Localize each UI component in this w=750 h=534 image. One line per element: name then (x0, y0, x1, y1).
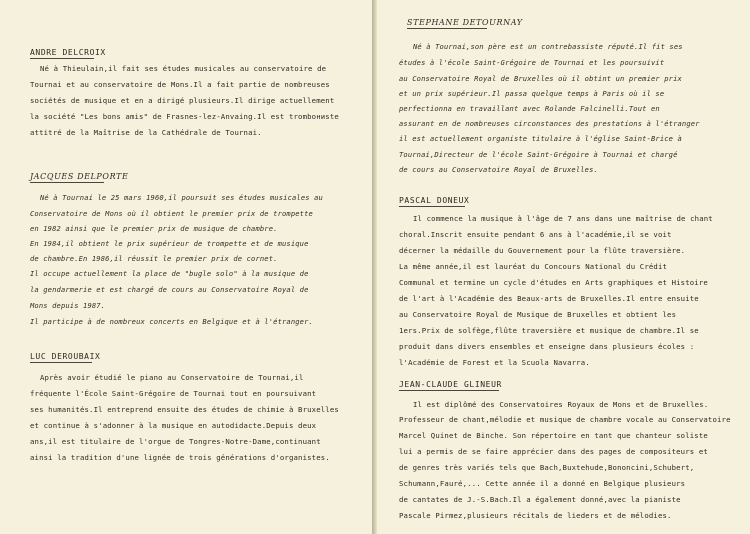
text-line: Il participe à de nombreux concerts en Belgique et à l'étranger. (30, 317, 313, 326)
text-line: de chambre.En 1986,il réussit le premier prix de cornet. (30, 254, 278, 263)
text-line: de genres très variés tels que Bach,Buxtehude,Bononcini,Schubert, (399, 463, 695, 472)
text-line: en 1982 ainsi que le premier prix de musique de chambre. (30, 224, 278, 233)
text-line: ainsi la tradition d'une lignée de trois générations d'organistes. (30, 453, 330, 462)
text-line: ans,il est titulaire de l'orgue de Tongres-Notre-Dame,continuant (30, 437, 321, 446)
text-line: au Conservatoire Royal de Bruxelles où il obtint un premier prix (399, 74, 682, 83)
text-line: Schumann,Fauré,... Cette année il a donné en Belgique plusieurs (399, 479, 686, 488)
text-line: Après avoir étudié le piano au Conservatoire de Tournai,il (40, 373, 304, 382)
name-underline (30, 58, 94, 59)
text-line: et continue à s'adonner à la musique en autodidacte.Depuis deux (30, 421, 317, 430)
name-underline (399, 390, 499, 391)
text-line: l'Académie de Forest et la Scuola Navarra. (399, 358, 590, 367)
right-page (377, 0, 750, 534)
text-line: Il occupe actuellement la place de "bugle solo" à la musique de (30, 269, 309, 278)
text-line: ses humanités.Il entreprend ensuite des études de chimie à Bruxelles (30, 405, 339, 414)
text-line: Marcel Quinet de Binche. Son répertoire en tant que chanteur soliste (399, 431, 708, 440)
text-line: Professeur de chant,mélodie et musique de chambre vocale au Conservatoire (399, 415, 731, 424)
text-line: de l'art à l'Académie des Beaux-arts de Bruxelles.Il entre ensuite (399, 294, 699, 303)
text-line: perfectionna en travaillant avec Rolande Falcinelli.Tout en (399, 104, 660, 113)
text-line: sociétés de musique et en a dirigé plusieurs.Il dirige actuellement (30, 96, 335, 105)
section-name: PASCAL DONEUX (399, 196, 470, 205)
text-line: Né à Tournai le 25 mars 1960,il poursuit ses études musicales au (40, 193, 323, 202)
text-line: la gendarmerie et est chargé de cours au Conservatoire Royal de (30, 285, 309, 294)
text-line: produit dans divers ensembles et enseigne dans plusieurs écoles : (399, 342, 695, 351)
text-line: fréquente l'École Saint-Grégoire de Tournai tout en poursuivant (30, 389, 317, 398)
text-line: En 1984,il obtient le prix supérieur de trompette et de musique (30, 239, 309, 248)
text-line: et un prix supérieur.Il passa quelque temps à Paris où il se (399, 89, 665, 98)
text-line: Mons depuis 1987. (30, 301, 106, 310)
section-name: ANDRE DELCROIX (30, 48, 106, 57)
text-line: Pascale Pirmez,plusieurs récitals de lieders et de mélodies. (399, 511, 672, 520)
text-line: La même année,il est lauréat du Concours National du Crédit (399, 262, 668, 271)
text-line: 1ers.Prix de solfège,flûte traversière et musique de chambre.Il se (399, 326, 699, 335)
text-line: Communal et termine un cycle d'études en Arts graphiques et Histoire (399, 278, 708, 287)
text-line: Il est diplômé des Conservatoires Royaux de Mons et de Bruxelles. (413, 400, 709, 409)
section-name: JACQUES DELPORTE (30, 172, 129, 181)
text-line: Tournai et au conservatoire de Mons.Il a fait partie de nombreuses (30, 80, 330, 89)
text-line: assurant en de nombreuses circonstances des prestations à l'étranger (399, 119, 700, 128)
text-line: Né à Tournai,son père est un contrebassiste réputé.Il fit ses (413, 42, 683, 51)
text-line: études à l'école Saint-Grégoire de Tournai et les poursuivit (399, 58, 665, 67)
text-line: Tournai,Directeur de l'école Saint-Grégoire à Tournai et chargé (399, 150, 678, 159)
text-line: Conservatoire de Mons où il obtient le premier prix de trompette (30, 209, 313, 218)
text-line: choral.Inscrit ensuite pendant 6 ans à l'académie,il se voit (399, 230, 672, 239)
text-line: lui a permis de se faire apprécier dans des pages de compositeurs et (399, 447, 708, 456)
text-line: la société "Les bons amis" de Frasnes-lez-Anvaing.Il est trombониste (30, 112, 339, 121)
section-name: STEPHANE DETOURNAY (407, 18, 523, 27)
text-line: de cours au Conservatoire Royal de Bruxelles. (399, 165, 598, 174)
name-underline (407, 28, 487, 29)
text-line: au Conservatoire Royal de Musique de Bruxelles et obtient les (399, 310, 677, 319)
left-page (0, 0, 372, 534)
name-underline (30, 182, 104, 183)
text-line: de cantates de J.-S.Bach.Il a également donné,avec la pianiste (399, 495, 681, 504)
section-name: JEAN-CLAUDE GLINEUR (399, 380, 502, 389)
text-line: il est actuellement organiste titulaire à l'église Saint-Brice à (399, 134, 682, 143)
text-line: décerner la médaille du Gouvernement pour la flûte traversière. (399, 246, 686, 255)
text-line: Né à Thieulain,il fait ses études musicales au conservatoire de (40, 64, 327, 73)
name-underline (399, 206, 465, 207)
text-line: attitré de la Maîtrise de la Cathédrale de Tournai. (30, 128, 262, 137)
text-line: Il commence la musique à l'âge de 7 ans dans une maîtrise de chant (413, 214, 713, 223)
section-name: LUC DEROUBAIX (30, 352, 101, 361)
name-underline (30, 362, 92, 363)
